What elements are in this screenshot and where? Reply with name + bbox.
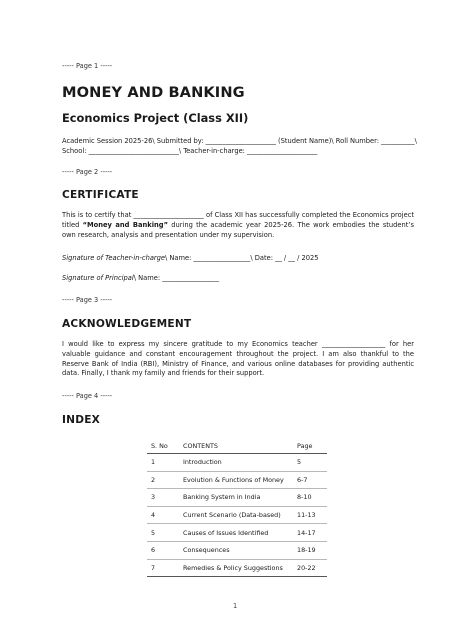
cell-sno: 3: [147, 489, 179, 507]
cell-page: 14-17: [293, 524, 327, 542]
cell-contents: Causes of Issues Identified: [179, 524, 293, 542]
cell-sno: 6: [147, 541, 179, 559]
table-row: [147, 506, 327, 524]
index-heading: INDEX: [62, 414, 101, 426]
table-row: [147, 524, 327, 542]
table-row: [147, 559, 327, 577]
table-row: [147, 471, 327, 489]
page-number: 1: [233, 602, 238, 610]
cell-page: 11-13: [293, 506, 327, 524]
cell-sno: 2: [147, 471, 179, 489]
document-subtitle: Economics Project (Class XII): [62, 111, 249, 125]
acknowledgement-heading: ACKNOWLEDGEMENT: [62, 318, 192, 330]
cell-contents: Current Scenario (Data-based): [179, 506, 293, 524]
page-marker-3: ----- Page 3 -----: [62, 296, 113, 304]
page-marker-2: ----- Page 2 -----: [62, 168, 113, 176]
principal-signature-line: Signature of Principal\ Name: _________________: [62, 274, 220, 282]
cell-page: 20-22: [293, 559, 327, 577]
cell-contents: Evolution & Functions of Money: [179, 471, 293, 489]
column-header-contents: CONTENTS: [179, 438, 293, 454]
project-title-bold: “Money and Banking”: [82, 220, 168, 229]
cover-details-line-2: School: ___________________________\ Teacher-in-charge: _____________________: [62, 147, 318, 155]
table-row: [147, 541, 327, 559]
document-title: MONEY AND BANKING: [62, 84, 245, 101]
table-row: [147, 489, 327, 507]
cell-sno: 5: [147, 524, 179, 542]
cell-contents: Consequences: [179, 541, 293, 559]
cell-sno: 4: [147, 506, 179, 524]
acknowledgement-text: I would like to express my sincere gratitude to my Economics teacher ___________________ for her valuable guidance and constant encouragement throughout the project. I am also thankful to the Reserve Bank of India (RBI), Ministry of Finance, and various online databases for providing authentic data. Finally, I thank my family and friends for their support.: [62, 340, 414, 378]
page-marker-4: ----- Page 4 -----: [62, 392, 113, 400]
cell-sno: 7: [147, 559, 179, 577]
table-row: [147, 454, 327, 472]
cell-page: 5: [293, 454, 327, 472]
certificate-heading: CERTIFICATE: [62, 189, 139, 201]
page-marker-1: ----- Page 1 -----: [62, 62, 113, 70]
index-table-header: [147, 438, 327, 454]
cell-contents: Banking System in India: [179, 489, 293, 507]
cell-contents: Remedies & Policy Suggestions: [179, 559, 293, 577]
cell-page: 18-19: [293, 541, 327, 559]
teacher-signature-line: Signature of Teacher-in-charge\ Name: _________________\ Date: __ / __ / 2025: [62, 254, 319, 262]
cell-page: 6-7: [293, 471, 327, 489]
index-table: [147, 438, 327, 577]
cell-contents: Introduction: [179, 454, 293, 472]
column-header-sno: S. No: [147, 438, 179, 454]
cell-page: 8-10: [293, 489, 327, 507]
column-header-page: Page: [293, 438, 327, 454]
cover-details-line-1: Academic Session 2025-26\ Submitted by: _____________________ (Student Name)\ Roll Number: __________\: [62, 137, 417, 145]
certificate-text: This is to certify that _____________________ of Class XII has successfully completed the Economics project titled “Money and Banking” during the academic year 2025-26. The work embodies the student’s own research, analysis and presentation under my supervision.: [62, 211, 414, 239]
cell-sno: 1: [147, 454, 179, 472]
